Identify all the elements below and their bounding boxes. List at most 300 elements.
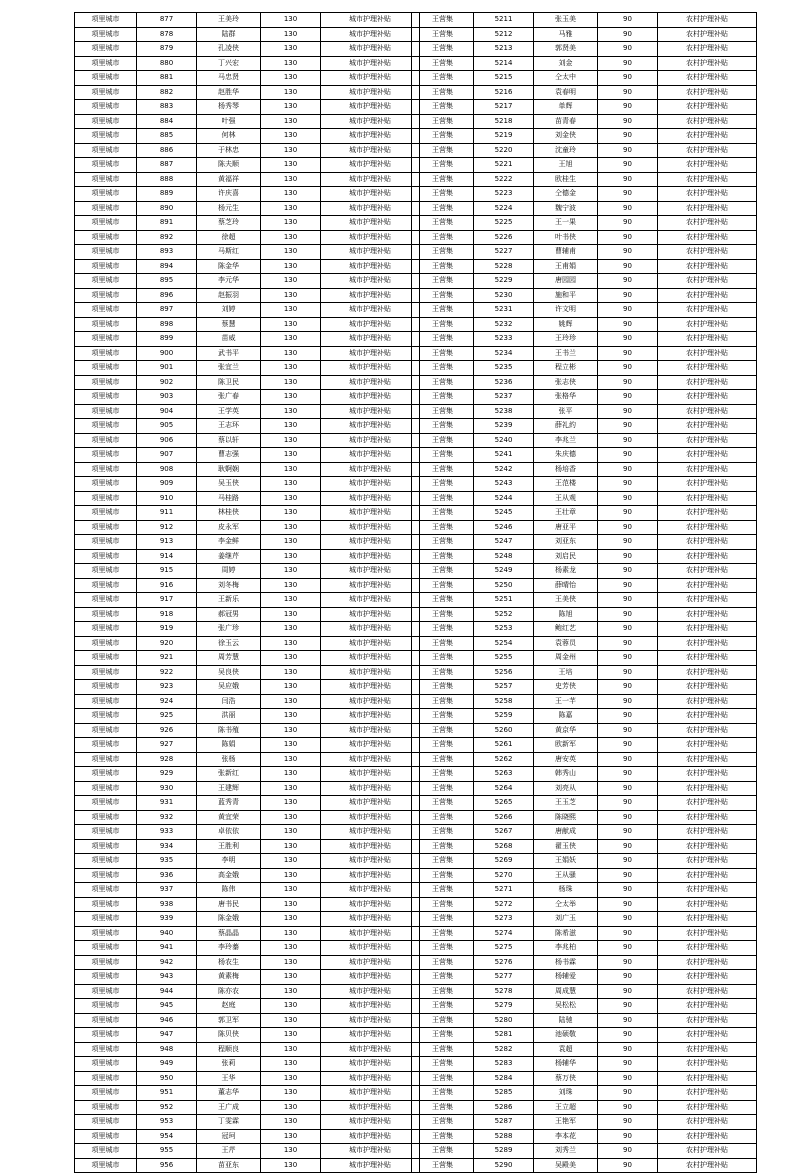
area-cell: 项里城市: [75, 955, 137, 970]
amount-cell: 90: [598, 1158, 658, 1173]
name-cell: 吴松松: [534, 999, 598, 1014]
table-row: [75, 593, 420, 608]
amount-cell: 90: [598, 796, 658, 811]
area-cell: 项里城市: [75, 404, 137, 419]
name-cell: 王学英: [197, 404, 261, 419]
area-cell: 王营集: [412, 622, 474, 637]
amount-cell: 130: [261, 230, 321, 245]
subsidy-type-cell: 城市护理补贴: [321, 288, 420, 303]
amount-cell: 90: [598, 27, 658, 42]
name-cell: 刘金侠: [534, 129, 598, 144]
amount-cell: 130: [261, 564, 321, 579]
amount-cell: 90: [598, 361, 658, 376]
table-row: [412, 636, 757, 651]
name-cell: 马雅: [534, 27, 598, 42]
area-cell: 王营集: [412, 259, 474, 274]
subsidy-type-cell: 农村护理补贴: [658, 13, 757, 28]
name-cell: 王美玲: [197, 13, 261, 28]
subsidy-type-cell: 城市护理补贴: [321, 955, 420, 970]
table-row: [75, 941, 420, 956]
subsidy-type-cell: 城市护理补贴: [321, 332, 420, 347]
table-row: [412, 622, 757, 637]
area-cell: 王营集: [412, 796, 474, 811]
table-row: [412, 201, 757, 216]
subsidy-type-cell: 城市护理补贴: [321, 85, 420, 100]
serial-number-cell: 5281: [474, 1028, 534, 1043]
name-cell: 张玉美: [534, 13, 598, 28]
subsidy-type-cell: 城市护理补贴: [321, 404, 420, 419]
name-cell: 袁蓉员: [534, 636, 598, 651]
subsidy-type-cell: 城市护理补贴: [321, 143, 420, 158]
subsidy-type-cell: 农村护理补贴: [658, 288, 757, 303]
area-cell: 王营集: [412, 245, 474, 260]
amount-cell: 90: [598, 288, 658, 303]
amount-cell: 130: [261, 781, 321, 796]
name-cell: 林桂侠: [197, 506, 261, 521]
serial-number-cell: 5253: [474, 622, 534, 637]
name-cell: 王娟妖: [534, 854, 598, 869]
table-row: [412, 1100, 757, 1115]
name-cell: 单辉: [534, 100, 598, 115]
amount-cell: 90: [598, 448, 658, 463]
serial-number-cell: 937: [137, 883, 197, 898]
area-cell: 王营集: [412, 999, 474, 1014]
name-cell: 王芹: [197, 1144, 261, 1159]
subsidy-type-cell: 城市护理补贴: [321, 1071, 420, 1086]
amount-cell: 90: [598, 520, 658, 535]
subsidy-type-cell: 农村护理补贴: [658, 1144, 757, 1159]
subsidy-type-cell: 农村护理补贴: [658, 854, 757, 869]
serial-number-cell: 5272: [474, 897, 534, 912]
table-row: [75, 56, 420, 71]
subsidy-type-cell: 农村护理补贴: [658, 303, 757, 318]
table-row: [75, 477, 420, 492]
serial-number-cell: 5271: [474, 883, 534, 898]
serial-number-cell: 955: [137, 1144, 197, 1159]
area-cell: 项里城市: [75, 810, 137, 825]
area-cell: 项里城市: [75, 1144, 137, 1159]
name-cell: 蔡万侠: [534, 1071, 598, 1086]
amount-cell: 130: [261, 694, 321, 709]
table-row: [412, 346, 757, 361]
subsidy-type-cell: 农村护理补贴: [658, 549, 757, 564]
table-row: [412, 607, 757, 622]
area-cell: 项里城市: [75, 694, 137, 709]
area-cell: 王营集: [412, 506, 474, 521]
name-cell: 陈亦农: [197, 984, 261, 999]
name-cell: 史芳侠: [534, 680, 598, 695]
serial-number-cell: 5222: [474, 172, 534, 187]
serial-number-cell: 5264: [474, 781, 534, 796]
subsidy-type-cell: 农村护理补贴: [658, 317, 757, 332]
area-cell: 项里城市: [75, 578, 137, 593]
amount-cell: 130: [261, 912, 321, 927]
name-cell: 李明: [197, 854, 261, 869]
serial-number-cell: 912: [137, 520, 197, 535]
amount-cell: 90: [598, 114, 658, 129]
name-cell: 陈娟: [197, 738, 261, 753]
table-row: [75, 1071, 420, 1086]
table-row: [75, 825, 420, 840]
amount-cell: 130: [261, 404, 321, 419]
amount-cell: 90: [598, 1129, 658, 1144]
name-cell: 徐超: [197, 230, 261, 245]
table-row: [412, 854, 757, 869]
table-row: [75, 1086, 420, 1101]
subsidy-type-cell: 城市护理补贴: [321, 999, 420, 1014]
table-row: [412, 158, 757, 173]
subsidy-type-cell: 农村护理补贴: [658, 375, 757, 390]
table-row: [412, 767, 757, 782]
name-cell: 陈希滋: [534, 926, 598, 941]
area-cell: 王营集: [412, 1013, 474, 1028]
table-row: [412, 651, 757, 666]
amount-cell: 130: [261, 462, 321, 477]
area-cell: 王营集: [412, 593, 474, 608]
name-cell: 杨素龙: [534, 564, 598, 579]
name-cell: 王壮章: [534, 506, 598, 521]
name-cell: 张志侠: [534, 375, 598, 390]
name-cell: 张平: [534, 404, 598, 419]
area-cell: 项里城市: [75, 1071, 137, 1086]
table-row: [412, 1129, 757, 1144]
name-cell: 袁超: [534, 1042, 598, 1057]
area-cell: 王营集: [412, 390, 474, 405]
serial-number-cell: 5214: [474, 56, 534, 71]
subsidy-type-cell: 城市护理补贴: [321, 158, 420, 173]
serial-number-cell: 5232: [474, 317, 534, 332]
serial-number-cell: 934: [137, 839, 197, 854]
serial-number-cell: 5212: [474, 27, 534, 42]
serial-number-cell: 942: [137, 955, 197, 970]
amount-cell: 90: [598, 955, 658, 970]
serial-number-cell: 918: [137, 607, 197, 622]
area-cell: 项里城市: [75, 419, 137, 434]
serial-number-cell: 888: [137, 172, 197, 187]
area-cell: 王营集: [412, 723, 474, 738]
name-cell: 周金州: [534, 651, 598, 666]
serial-number-cell: 881: [137, 71, 197, 86]
area-cell: 王营集: [412, 651, 474, 666]
table-row: [412, 796, 757, 811]
serial-number-cell: 927: [137, 738, 197, 753]
amount-cell: 90: [598, 85, 658, 100]
table-row: [75, 926, 420, 941]
table-row: [75, 854, 420, 869]
table-row: [75, 317, 420, 332]
table-row: [75, 999, 420, 1014]
name-cell: 王范楼: [534, 477, 598, 492]
table-row: [412, 506, 757, 521]
name-cell: 于林忠: [197, 143, 261, 158]
subsidy-type-cell: 城市护理补贴: [321, 665, 420, 680]
table-row: [412, 709, 757, 724]
name-cell: 杨辅爱: [534, 970, 598, 985]
subsidy-type-cell: 农村护理补贴: [658, 1057, 757, 1072]
amount-cell: 130: [261, 187, 321, 202]
subsidy-type-cell: 农村护理补贴: [658, 1013, 757, 1028]
amount-cell: 90: [598, 419, 658, 434]
subsidy-type-cell: 农村护理补贴: [658, 448, 757, 463]
subsidy-type-cell: 城市护理补贴: [321, 462, 420, 477]
amount-cell: 130: [261, 201, 321, 216]
serial-number-cell: 899: [137, 332, 197, 347]
serial-number-cell: 5239: [474, 419, 534, 434]
subsidy-type-cell: 城市护理补贴: [321, 622, 420, 637]
amount-cell: 90: [598, 1115, 658, 1130]
table-row: [75, 607, 420, 622]
table-row: [75, 1144, 420, 1159]
serial-number-cell: 929: [137, 767, 197, 782]
name-cell: 董志华: [197, 1086, 261, 1101]
serial-number-cell: 935: [137, 854, 197, 869]
name-cell: 刘亚东: [534, 535, 598, 550]
table-row: [412, 259, 757, 274]
amount-cell: 90: [598, 1144, 658, 1159]
amount-cell: 130: [261, 27, 321, 42]
area-cell: 项里城市: [75, 912, 137, 927]
area-cell: 项里城市: [75, 187, 137, 202]
table-row: [75, 796, 420, 811]
area-cell: 王营集: [412, 839, 474, 854]
area-cell: 项里城市: [75, 897, 137, 912]
table-row: [412, 288, 757, 303]
area-cell: 王营集: [412, 274, 474, 289]
serial-number-cell: 5237: [474, 390, 534, 405]
area-cell: 王营集: [412, 665, 474, 680]
subsidy-type-cell: 城市护理补贴: [321, 723, 420, 738]
amount-cell: 130: [261, 56, 321, 71]
name-cell: 朱庆德: [534, 448, 598, 463]
serial-number-cell: 5282: [474, 1042, 534, 1057]
subsidy-type-cell: 农村护理补贴: [658, 607, 757, 622]
table-row: [75, 549, 420, 564]
table-row: [75, 955, 420, 970]
name-cell: 陈贝侠: [197, 1028, 261, 1043]
name-cell: 耿婀娴: [197, 462, 261, 477]
subsidy-type-cell: 农村护理补贴: [658, 999, 757, 1014]
table-row: [412, 564, 757, 579]
serial-number-cell: 904: [137, 404, 197, 419]
serial-number-cell: 5233: [474, 332, 534, 347]
serial-number-cell: 911: [137, 506, 197, 521]
serial-number-cell: 5252: [474, 607, 534, 622]
area-cell: 王营集: [412, 868, 474, 883]
table-row: [75, 1158, 420, 1173]
area-cell: 王营集: [412, 970, 474, 985]
area-cell: 王营集: [412, 1028, 474, 1043]
table-row: [412, 462, 757, 477]
subsidy-type-cell: 城市护理补贴: [321, 984, 420, 999]
subsidy-type-cell: 城市护理补贴: [321, 564, 420, 579]
name-cell: 杨农生: [197, 955, 261, 970]
amount-cell: 90: [598, 752, 658, 767]
amount-cell: 130: [261, 651, 321, 666]
table-row: [412, 912, 757, 927]
table-row: [412, 694, 757, 709]
table-row: [412, 404, 757, 419]
serial-number-cell: 885: [137, 129, 197, 144]
table-row: [412, 71, 757, 86]
area-cell: 项里城市: [75, 158, 137, 173]
table-row: [75, 970, 420, 985]
area-cell: 项里城市: [75, 1042, 137, 1057]
area-cell: 项里城市: [75, 999, 137, 1014]
name-cell: 洪丽: [197, 709, 261, 724]
name-cell: 王广成: [197, 1100, 261, 1115]
table-row: [412, 27, 757, 42]
subsidy-type-cell: 城市护理补贴: [321, 1115, 420, 1130]
name-cell: 王书兰: [534, 346, 598, 361]
table-row: [412, 419, 757, 434]
table-row: [75, 42, 420, 57]
name-cell: 翟玉侠: [534, 839, 598, 854]
area-cell: 王营集: [412, 549, 474, 564]
amount-cell: 90: [598, 404, 658, 419]
subsidy-type-cell: 农村护理补贴: [658, 129, 757, 144]
serial-number-cell: 5286: [474, 1100, 534, 1115]
amount-cell: 130: [261, 13, 321, 28]
name-cell: 刘婷: [197, 303, 261, 318]
subsidy-type-cell: 农村护理补贴: [658, 433, 757, 448]
subsidy-type-cell: 城市护理补贴: [321, 593, 420, 608]
serial-number-cell: 5219: [474, 129, 534, 144]
area-cell: 项里城市: [75, 1086, 137, 1101]
subsidy-type-cell: 城市护理补贴: [321, 1028, 420, 1043]
subsidy-type-cell: 农村护理补贴: [658, 593, 757, 608]
name-cell: 杨秀琴: [197, 100, 261, 115]
area-cell: 王营集: [412, 216, 474, 231]
serial-number-cell: 891: [137, 216, 197, 231]
serial-number-cell: 5274: [474, 926, 534, 941]
area-cell: 王营集: [412, 520, 474, 535]
amount-cell: 130: [261, 593, 321, 608]
subsidy-type-cell: 农村护理补贴: [658, 491, 757, 506]
area-cell: 王营集: [412, 361, 474, 376]
subsidy-type-cell: 城市护理补贴: [321, 317, 420, 332]
name-cell: 赵胜华: [197, 85, 261, 100]
name-cell: 唐亚平: [534, 520, 598, 535]
name-cell: 唐献成: [534, 825, 598, 840]
subsidy-type-cell: 农村护理补贴: [658, 883, 757, 898]
subsidy-type-cell: 农村护理补贴: [658, 767, 757, 782]
area-cell: 王营集: [412, 317, 474, 332]
table-row: [75, 1100, 420, 1115]
table-row: [412, 665, 757, 680]
name-cell: 仝太举: [534, 897, 598, 912]
table-row: [412, 1042, 757, 1057]
table-row: [412, 433, 757, 448]
subsidy-type-cell: 城市护理补贴: [321, 781, 420, 796]
amount-cell: 130: [261, 520, 321, 535]
name-cell: 杨培香: [534, 462, 598, 477]
amount-cell: 130: [261, 1071, 321, 1086]
name-cell: 韩秀山: [534, 767, 598, 782]
subsidy-type-cell: 城市护理补贴: [321, 419, 420, 434]
amount-cell: 90: [598, 723, 658, 738]
subsidy-type-cell: 农村护理补贴: [658, 839, 757, 854]
table-row: [75, 462, 420, 477]
area-cell: 王营集: [412, 883, 474, 898]
table-row: [75, 85, 420, 100]
subsidy-type-cell: 城市护理补贴: [321, 694, 420, 709]
serial-number-cell: 890: [137, 201, 197, 216]
area-cell: 项里城市: [75, 535, 137, 550]
name-cell: 何林: [197, 129, 261, 144]
area-cell: 王营集: [412, 752, 474, 767]
table-row: [75, 375, 420, 390]
name-cell: 张格华: [534, 390, 598, 405]
serial-number-cell: 921: [137, 651, 197, 666]
amount-cell: 90: [598, 926, 658, 941]
amount-cell: 130: [261, 129, 321, 144]
serial-number-cell: 5218: [474, 114, 534, 129]
name-cell: 蔡慧: [197, 317, 261, 332]
subsidy-type-cell: 农村护理补贴: [658, 143, 757, 158]
name-cell: 马斯红: [197, 245, 261, 260]
table-row: [75, 738, 420, 753]
subsidy-type-cell: 农村护理补贴: [658, 100, 757, 115]
amount-cell: 90: [598, 143, 658, 158]
area-cell: 项里城市: [75, 593, 137, 608]
name-cell: 张广春: [197, 390, 261, 405]
amount-cell: 90: [598, 868, 658, 883]
amount-cell: 90: [598, 999, 658, 1014]
name-cell: 赵庭: [197, 999, 261, 1014]
serial-number-cell: 5238: [474, 404, 534, 419]
serial-number-cell: 5288: [474, 1129, 534, 1144]
area-cell: 王营集: [412, 1115, 474, 1130]
subsidy-type-cell: 城市护理补贴: [321, 926, 420, 941]
table-row: [75, 274, 420, 289]
serial-number-cell: 940: [137, 926, 197, 941]
amount-cell: 90: [598, 1057, 658, 1072]
area-cell: 项里城市: [75, 564, 137, 579]
subsidy-type-cell: 城市护理补贴: [321, 825, 420, 840]
serial-number-cell: 5240: [474, 433, 534, 448]
subsidy-type-cell: 城市护理补贴: [321, 1086, 420, 1101]
name-cell: 张宜兰: [197, 361, 261, 376]
name-cell: 杨元生: [197, 201, 261, 216]
subsidy-type-cell: 城市护理补贴: [321, 868, 420, 883]
table-row: [75, 114, 420, 129]
area-cell: 项里城市: [75, 114, 137, 129]
amount-cell: 90: [598, 274, 658, 289]
subsidy-type-cell: 农村护理补贴: [658, 42, 757, 57]
serial-number-cell: 909: [137, 477, 197, 492]
amount-cell: 90: [598, 346, 658, 361]
subsidy-type-cell: 城市护理补贴: [321, 42, 420, 57]
serial-number-cell: 5243: [474, 477, 534, 492]
name-cell: 欧桂生: [534, 172, 598, 187]
subsidy-type-cell: 农村护理补贴: [658, 622, 757, 637]
serial-number-cell: 5245: [474, 506, 534, 521]
table-row: [412, 1086, 757, 1101]
serial-number-cell: 5262: [474, 752, 534, 767]
area-cell: 项里城市: [75, 622, 137, 637]
table-row: [412, 332, 757, 347]
area-cell: 项里城市: [75, 825, 137, 840]
table-row: [412, 13, 757, 28]
subsidy-type-cell: 城市护理补贴: [321, 477, 420, 492]
area-cell: 项里城市: [75, 42, 137, 57]
subsidy-type-cell: 城市护理补贴: [321, 1144, 420, 1159]
serial-number-cell: 5228: [474, 259, 534, 274]
serial-number-cell: 5278: [474, 984, 534, 999]
table-row: [75, 622, 420, 637]
name-cell: 李玲蓁: [197, 941, 261, 956]
serial-number-cell: 931: [137, 796, 197, 811]
